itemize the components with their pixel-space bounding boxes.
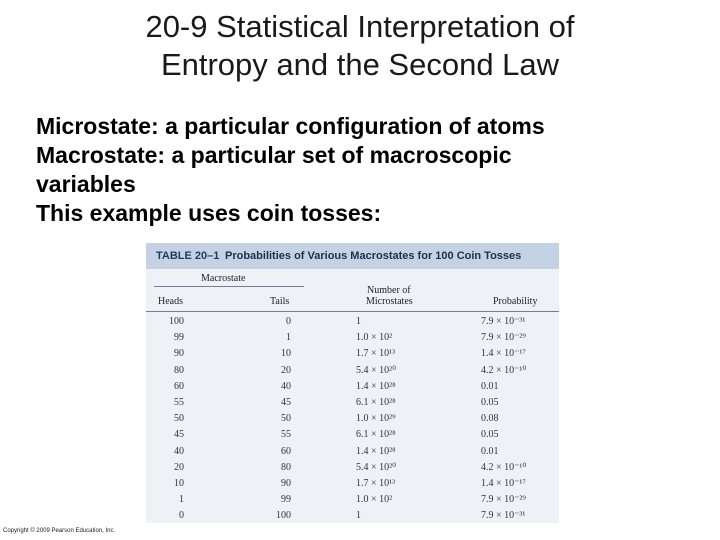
table-cell-heads: 60 xyxy=(174,380,184,392)
slide-title xyxy=(0,8,720,84)
table-cell-heads: 1 xyxy=(179,494,184,506)
table-cell-heads: 45 xyxy=(174,429,184,441)
table-cell-heads: 50 xyxy=(174,413,184,425)
table-number: TABLE 20–1 xyxy=(156,250,220,262)
column-probability: Probability xyxy=(493,296,538,307)
table-cell-tails: 100 xyxy=(276,510,291,522)
bullet-microstate: Microstate: a particular configuration of atoms xyxy=(36,113,545,139)
table-cell-tails: 10 xyxy=(281,348,291,360)
table-cell-micro: 6.1 × 10²⁸ xyxy=(356,397,396,408)
slide-title-line-1: 20-9 Statistical Interpretation of xyxy=(145,9,575,44)
column-tails: Tails xyxy=(270,296,290,307)
group-rule xyxy=(154,286,304,287)
table-cell-micro: 1.7 × 10¹³ xyxy=(356,348,396,360)
table-caption-bar xyxy=(146,243,559,269)
table-cell-tails: 45 xyxy=(281,397,291,408)
table-cell-prob: 1.4 × 10⁻¹⁷ xyxy=(481,478,526,489)
bullet-coin-tosses: This example uses coin tosses: xyxy=(36,200,382,226)
table-cell-prob: 0.01 xyxy=(481,380,499,392)
column-group-macrostate: Macrostate xyxy=(201,273,246,284)
table-cell-micro: 1.0 × 10²⁹ xyxy=(356,413,396,425)
column-heads: Heads xyxy=(158,296,183,307)
table-cell-prob: 0.01 xyxy=(481,445,499,457)
table-cell-tails: 20 xyxy=(281,364,291,376)
table-cell-prob: 0.08 xyxy=(481,413,499,425)
slide-title-line-2: Entropy and the Second Law xyxy=(160,47,560,82)
bullet-macrostate: Macrostate: a particular set of macroscopic xyxy=(36,142,512,168)
table-cell-tails: 0 xyxy=(286,316,291,327)
column-number-of: Number of xyxy=(367,285,411,296)
table-cell-heads: 100 xyxy=(169,316,184,327)
table-cell-prob: 7.9 × 10⁻²⁹ xyxy=(481,332,526,344)
table-cell-heads: 40 xyxy=(174,445,184,457)
table-cell-micro: 1.4 × 10²⁸ xyxy=(356,380,396,392)
table-cell-prob: 7.9 × 10⁻³¹ xyxy=(481,510,526,522)
table-cell-prob: 0.05 xyxy=(481,429,499,441)
table-cell-heads: 10 xyxy=(174,478,184,489)
table-cell-heads: 80 xyxy=(174,364,184,376)
table-cell-heads: 55 xyxy=(174,397,184,408)
table-cell-tails: 99 xyxy=(281,494,291,506)
table-cell-micro: 1.7 × 10¹³ xyxy=(356,478,396,489)
table-cell-heads: 99 xyxy=(174,332,184,344)
table-cell-micro: 1 xyxy=(356,316,361,327)
column-microstates: Microstates xyxy=(366,296,413,307)
table-cell-micro: 1 xyxy=(356,510,361,522)
table-cell-micro: 6.1 × 10²⁸ xyxy=(356,429,396,441)
header-rule xyxy=(146,311,559,312)
table-cell-prob: 0.05 xyxy=(481,397,499,408)
table-cell-prob: 4.2 × 10⁻¹⁰ xyxy=(481,461,527,473)
table-cell-micro: 1.0 × 10² xyxy=(356,494,393,506)
table-cell-micro: 5.4 × 10²⁰ xyxy=(356,461,397,473)
bullet-list xyxy=(36,112,706,228)
table-cell-heads: 0 xyxy=(179,510,184,522)
table-cell-tails: 90 xyxy=(281,478,291,489)
table-cell-prob: 1.4 × 10⁻¹⁷ xyxy=(481,348,526,360)
table-cell-tails: 80 xyxy=(281,461,291,473)
table-cell-heads: 90 xyxy=(174,348,184,360)
table-cell-tails: 40 xyxy=(281,380,291,392)
table-caption: Probabilities of Various Macrostates for 100 Coin Tosses xyxy=(225,250,522,262)
copyright-notice: Copyright © 2009 Pearson Education, Inc. xyxy=(3,528,116,534)
table-cell-micro: 1.0 × 10² xyxy=(356,332,393,344)
table-cell-prob: 7.9 × 10⁻³¹ xyxy=(481,316,526,327)
table-cell-micro: 5.4 × 10²⁰ xyxy=(356,364,397,376)
table-cell-tails: 55 xyxy=(281,429,291,441)
table-cell-tails: 1 xyxy=(286,332,291,344)
table-cell-micro: 1.4 × 10²⁸ xyxy=(356,445,396,457)
table-cell-tails: 50 xyxy=(281,413,291,425)
table-cell-tails: 60 xyxy=(281,445,291,457)
table-cell-prob: 4.2 × 10⁻¹⁰ xyxy=(481,364,527,376)
table-cell-heads: 20 xyxy=(174,461,184,473)
bullet-macrostate-cont: variables xyxy=(36,171,136,197)
table-cell-prob: 7.9 × 10⁻²⁹ xyxy=(481,494,526,506)
coin-toss-table xyxy=(146,243,559,523)
